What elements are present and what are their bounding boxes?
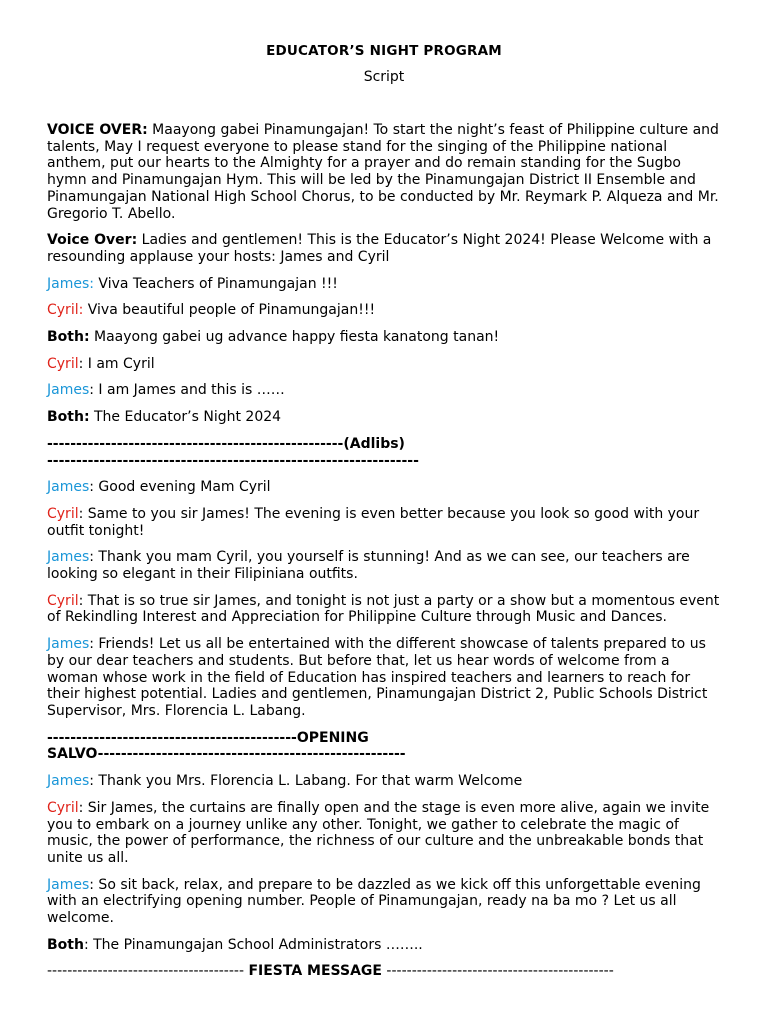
script-line (47, 636, 724, 720)
script-line (47, 382, 724, 399)
line-text: : Thank you mam Cyril, you yourself is stunning! And as we can see, our teachers are looking so elegant in their Filipiniana outfits. (47, 549, 690, 583)
line-text: Ladies and gentlemen! This is the Educator’s Night 2024! Please Welcome with a resounding applause your hosts: James and Cyril (47, 232, 712, 265)
section-heading: FIESTA MESSAGE (248, 963, 382, 980)
script-line (47, 356, 724, 373)
line-text: : Good evening Mam Cyril (89, 479, 271, 496)
speaker-label: Cyril (47, 505, 79, 522)
speaker-label: Cyril: (47, 302, 84, 319)
line-text: : Thank you Mrs. Florencia L. Labang. For that warm Welcome (89, 773, 523, 790)
speaker-label: James: (47, 275, 94, 292)
line-text: The Educator’s Night 2024 (89, 409, 282, 426)
line-text: : Same to you sir James! The evening is even better because you look so good with your outfit tonight! (47, 505, 700, 539)
line-text: : I am James and this is …… (89, 382, 285, 399)
script-line (47, 937, 724, 954)
line-text: Maayong gabei Pinamungajan! To start the night’s feast of Philippine culture and talents, May I request everyone to please stand for the singing of the Philippine national anthem, put our hearts to the Almighty for a prayer and do remain standing for the Sugbo hymn and Pinamungajan Hym. This will be led by the Pinamungajan District II Ensemble and Pinamungajan National High School Chorus, to be conducted by Mr. Reymark P. Alqueza and Mr. Gregorio T. Abello. (47, 122, 719, 222)
speaker-label: Cyril (47, 799, 79, 816)
speaker-label: Both (47, 936, 84, 953)
line-text: : Sir James, the curtains are finally open and the stage is even more alive, again we invite you to embark on a journey unlike any other. Tonight, we gather to celebrate the magic of music, the power of performance, the richness of our culture and the unbreakable bonds that unite us all. (47, 799, 710, 866)
page-subtitle: Script (363, 69, 405, 85)
script-line (47, 479, 724, 496)
script-line (47, 773, 724, 790)
line-text: : So sit back, relax, and prepare to be dazzled as we kick off this unforgettable evening with an electrifying opening number. People of Pinamungajan, ready na ba mo ? Let us all welcome. (47, 876, 701, 927)
line-text: : Friends! Let us all be entertained with the different showcase of talents prepared to us by our dear teachers and students. But before that, let us hear words of welcome from a woman whose work in the field of Education has inspired teachers and learners to reach for their highest potential. Ladies and gentlemen, Pinamungajan District 2, Public Schools District Supervisor, Mrs. Florencia L. Labang. (47, 636, 708, 719)
separator-dashes: --------------------------------------- (47, 963, 249, 980)
speaker-label: James (47, 773, 90, 790)
script-line (47, 549, 724, 582)
speaker-label: James (47, 479, 90, 496)
separator-dashes: --------------------------------------------- (381, 963, 614, 980)
script-line (47, 276, 724, 293)
line-text: : I am Cyril (78, 355, 155, 372)
speaker-label: Cyril (47, 355, 79, 372)
script-body (47, 122, 724, 980)
script-line (47, 122, 724, 222)
script-line (47, 302, 724, 319)
line-text: Viva Teachers of Pinamungajan !!! (93, 275, 338, 292)
speaker-label: Voice Over: (47, 232, 138, 249)
script-line (47, 593, 724, 626)
speaker-label: Both: (47, 409, 90, 426)
line-text: : That is so true sir James, and tonight is not just a party or a show but a momentous event of Rekindling Interest and Appreciation for Philippine Culture through Music and Dances. (47, 592, 720, 626)
speaker-label: James (47, 382, 90, 399)
section-separator-adlibs: ---------------------------------------------------(Adlibs) ---------------------------------------------------------------- (47, 435, 419, 469)
script-line (47, 329, 724, 346)
speaker-label: Both: (47, 329, 90, 346)
speaker-label: Cyril (47, 592, 79, 609)
speaker-label: James (47, 549, 90, 566)
line-text: Viva beautiful people of Pinamungajan!!! (83, 302, 376, 319)
line-text: Maayong gabei ug advance happy fiesta kanatong tanan! (89, 329, 500, 346)
page-title: EDUCATOR’S NIGHT PROGRAM (266, 43, 502, 59)
script-line (47, 877, 724, 927)
speaker-label: James (47, 636, 90, 653)
script-line (47, 409, 724, 426)
speaker-label: VOICE OVER: (47, 122, 148, 138)
speaker-label: James (47, 876, 90, 893)
script-line (47, 800, 724, 867)
line-text: : The Pinamungajan School Administrators …….. (83, 936, 423, 953)
section-separator-opening-salvo: -------------------------------------------OPENING SALVO----------------------------------------------------- (47, 729, 406, 763)
section-separator-fiesta-message (47, 963, 724, 980)
script-line (47, 232, 724, 265)
script-line (47, 506, 724, 539)
